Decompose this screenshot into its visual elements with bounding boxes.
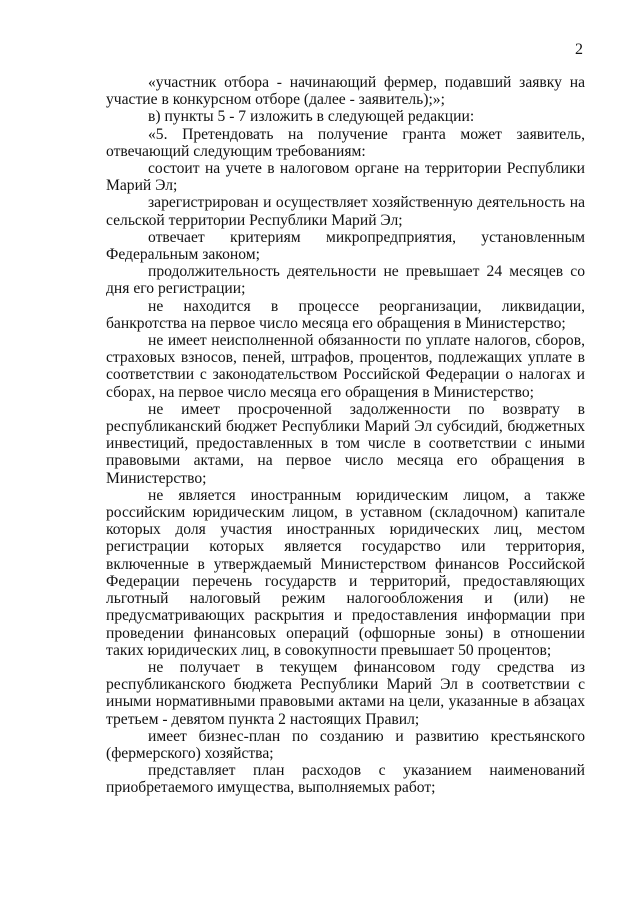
paragraph: не имеет неисполненной обязанности по уплате налогов, сборов, страховых взносов, пеней, штрафов, процентов, подлежащих уплате в соответствии с законодательством Российской Федерации о налогах и сборах, на первое число месяца его обращения в Министерство; — [106, 332, 585, 401]
paragraph: состоит на учете в налоговом органе на территории Республики Марий Эл; — [106, 160, 585, 195]
paragraph: представляет план расходов с указанием наименований приобретаемого имущества, выполняемых работ; — [106, 762, 585, 797]
paragraph: отвечает критериям микропредприятия, установленным Федеральным законом; — [106, 228, 585, 264]
paragraph: не является иностранным юридическим лицом, а также российским юридическим лицом, в уставном (складочном) капитале которых доля участия иностранных юридических лиц, местом регистрации которых является государство или территория, включенные в утверждаемый Министерством финансов Российской Федерации перечень государств и территорий, предоставляющих льготный налоговый режим налогообложения и (или) не предусматривающих раскрытия и предоставления информации при проведении финансовых операций (офшорные зоны) в отношении таких юридических лиц, в совокупности превышает 50 процентов; — [106, 486, 585, 659]
paragraph: не имеет просроченной задолженности по возврату в республиканский бюджет Республики Марий Эл субсидий, бюджетных инвестиций, предоставленных в том числе в соответствии с иными правовыми актами, на первое число месяца его обращения в Министерство; — [106, 400, 585, 487]
paragraph: «5. Претендовать на получение гранта может заявитель, отвечающий следующим требованиям: — [106, 125, 585, 160]
paragraph: «участник отбора - начинающий фермер, подавший заявку на участие в конкурсном отборе (далее - заявитель);»; — [106, 74, 585, 109]
paragraph: не получает в текущем финансовом году средства из республиканского бюджета Республики Марий Эл в соответствии с иными нормативными правовыми актами на цели, указанные в абзацах третьем - девятом пункта 2 настоящих Правил; — [106, 658, 585, 728]
paragraph: в) пункты 5 - 7 изложить в следующей редакции: — [148, 108, 475, 126]
paragraph: продолжительность деятельности не превышает 24 месяцев со дня его регистрации; — [106, 263, 585, 298]
page-number: 2 — [575, 41, 583, 58]
paragraph: не находится в процессе реорганизации, ликвидации, банкротства на первое число месяца его обращения в Министерство; — [106, 297, 585, 332]
document-body — [106, 74, 585, 797]
paragraph: имеет бизнес-план по созданию и развитию крестьянского (фермерского) хозяйства; — [106, 727, 585, 762]
paragraph: зарегистрирован и осуществляет хозяйственную деятельность на сельской территории Республики Марий Эл; — [106, 194, 585, 229]
